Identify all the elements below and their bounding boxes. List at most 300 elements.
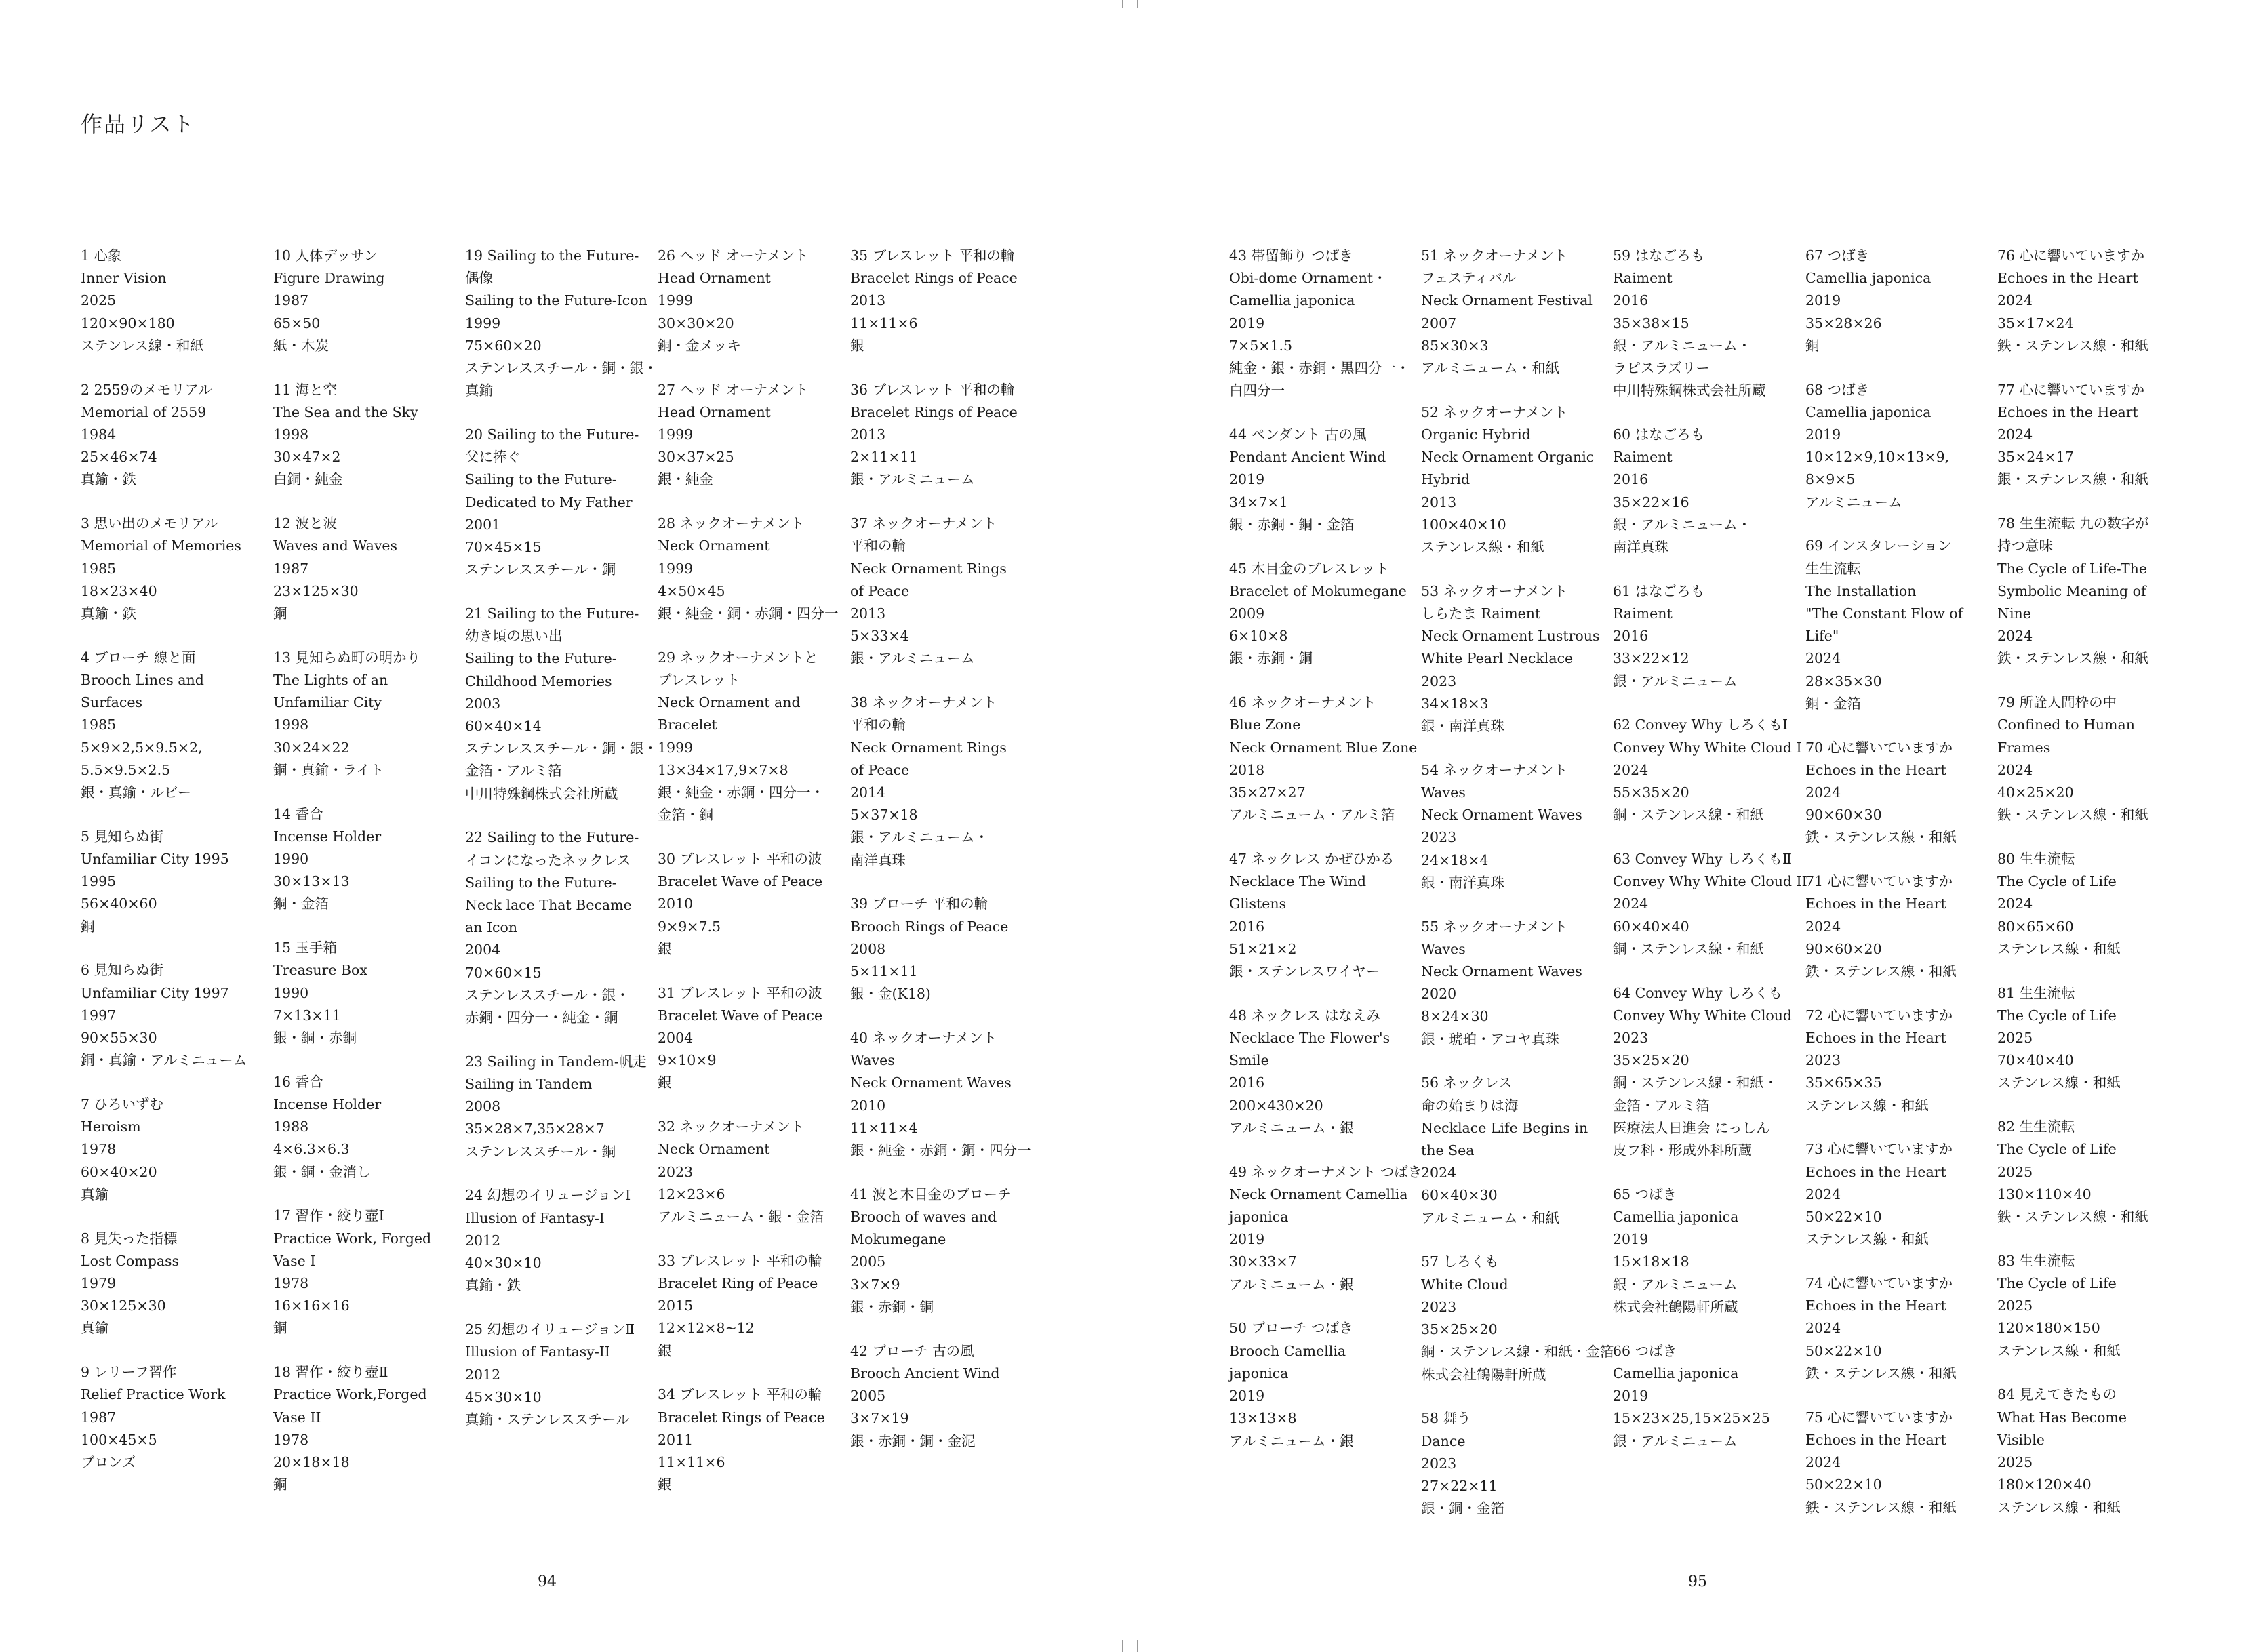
work-detail: 2024 xyxy=(1805,1454,1841,1471)
work-detail: 銀・アルミニューム xyxy=(1613,1432,1738,1449)
work-detail: 2024 xyxy=(1805,1186,1841,1203)
work-detail: 13×13×8 xyxy=(1229,1410,1297,1427)
work-detail: 銀・赤銅・銅・金箔 xyxy=(1229,516,1355,533)
work-detail: 70×45×15 xyxy=(465,539,542,556)
work-entry xyxy=(1805,870,1988,983)
work-detail: 2019 xyxy=(1229,471,1265,488)
work-detail: Raiment xyxy=(1613,605,1673,622)
works-column xyxy=(1613,245,1807,1474)
work-detail: 2019 xyxy=(1805,426,1841,443)
work-detail: 35×28×7,35×28×7 xyxy=(465,1121,605,1137)
work-detail: 真鍮・鉄 xyxy=(81,605,136,622)
work-detail: 銅・真鍮・アルミニューム xyxy=(81,1052,247,1069)
work-detail: 35×28×26 xyxy=(1805,315,1882,331)
work-entry xyxy=(1805,379,1988,514)
work-detail: The Cycle of Life xyxy=(1997,1007,2117,1024)
work-detail: 2025 xyxy=(81,292,117,309)
work-detail: 銅・金メッキ xyxy=(658,337,741,354)
work-entry xyxy=(1421,401,1604,559)
work-detail: Bracelet Wave of Peace xyxy=(658,1007,823,1024)
work-detail: 銀・アルミニューム・ xyxy=(850,829,989,846)
work-detail: Neck Ornament Waves xyxy=(1421,807,1582,824)
work-detail: 11×11×6 xyxy=(850,315,918,331)
work-detail: 2024 xyxy=(1805,1320,1841,1337)
work-detail: 30×24×22 xyxy=(273,739,350,756)
work-title: 49 ネックオーナメント つばき xyxy=(1229,1163,1422,1180)
work-title: 61 はなごろも xyxy=(1613,582,1705,599)
work-detail: Neck Ornament xyxy=(658,1141,770,1158)
work-detail: 鉄・ステンレス線・和紙 xyxy=(1997,337,2148,354)
work-detail: Neck Ornament Festival xyxy=(1421,292,1593,309)
work-detail: 銀・南洋真珠 xyxy=(1421,718,1504,735)
work-title: 7 ひろいずむ xyxy=(81,1096,164,1113)
work-detail: 銀・銅・金消し xyxy=(273,1163,371,1180)
work-detail: of Peace xyxy=(850,761,910,778)
work-detail: 2010 xyxy=(658,895,694,912)
work-detail: Frames xyxy=(1997,739,2051,756)
works-column xyxy=(1805,245,1988,1540)
work-detail: 生生流転 xyxy=(1805,560,1861,577)
work-detail: Incense Holder xyxy=(273,828,382,845)
work-detail: 9×9×7.5 xyxy=(658,918,721,935)
work-detail: 2023 xyxy=(658,1163,694,1180)
work-detail: ステンレス線・和紙 xyxy=(1805,1231,1929,1248)
work-title: 9 レリーフ習作 xyxy=(81,1364,177,1381)
work-detail: Confined to Human xyxy=(1997,717,2135,733)
work-detail: 1987 xyxy=(273,560,309,577)
work-entry xyxy=(1805,245,1988,357)
work-detail: ステンレス線・和紙 xyxy=(81,337,204,354)
work-detail: Hybrid xyxy=(1421,471,1470,488)
work-detail: 50×22×10 xyxy=(1805,1476,1882,1493)
work-detail: 銀・純金・赤銅・四分一・ xyxy=(658,784,824,801)
work-detail: 銅・真鍮・ライト xyxy=(273,761,384,778)
work-detail: 50×22×10 xyxy=(1805,1342,1882,1359)
work-detail: 2023 xyxy=(1613,1030,1649,1047)
work-detail: 2001 xyxy=(465,516,501,533)
work-detail: ステンレススチール・銅 xyxy=(465,1143,616,1160)
work-detail: 15×18×18 xyxy=(1613,1253,1689,1270)
work-detail: Surfaces xyxy=(81,694,142,711)
work-detail: 60×40×20 xyxy=(81,1163,157,1180)
crop-mark-top-right xyxy=(1137,0,1138,8)
work-detail: 銅・ステンレス線・和紙 xyxy=(1613,807,1764,824)
work-detail: 90×55×30 xyxy=(81,1030,157,1047)
page-number: 94 xyxy=(538,1573,557,1590)
work-detail: 1978 xyxy=(273,1275,309,1292)
work-detail: 30×33×7 xyxy=(1229,1253,1297,1270)
work-entry xyxy=(1229,1161,1422,1296)
crop-mark-bottom-right xyxy=(1137,1640,1138,1652)
work-detail: Smile xyxy=(1229,1052,1269,1069)
work-entry xyxy=(1421,580,1604,738)
work-detail: Echoes in the Heart xyxy=(1805,1030,1946,1047)
work-detail: 30×125×30 xyxy=(81,1297,166,1314)
work-detail: Lost Compass xyxy=(81,1252,180,1269)
work-detail: 銅 xyxy=(273,1320,287,1337)
work-entry xyxy=(465,1184,648,1297)
work-detail: 16×16×16 xyxy=(273,1297,350,1314)
work-detail: Sailing to the Future-Icon xyxy=(465,292,647,309)
work-entry xyxy=(1997,848,2180,961)
work-entry xyxy=(850,1027,1033,1162)
work-detail: 鉄・ステンレス線・和紙 xyxy=(1997,1209,2148,1226)
work-detail: Camellia japonica xyxy=(1613,1365,1739,1382)
page-number: 95 xyxy=(1688,1573,1707,1590)
work-entry xyxy=(1229,691,1418,826)
work-title: 40 ネックオーナメント xyxy=(850,1030,997,1047)
work-entry xyxy=(1997,1116,2180,1228)
works-column xyxy=(81,245,264,1495)
work-detail: Vase I xyxy=(273,1252,316,1269)
work-detail: Sailing to the Future- xyxy=(465,650,617,667)
work-detail: 銀 xyxy=(658,1476,672,1493)
work-title: 2 2559のメモリアル xyxy=(81,381,212,398)
work-entry xyxy=(465,603,658,805)
work-title: 73 心に響いていますか xyxy=(1805,1141,1953,1158)
work-detail: 真鍮 xyxy=(81,1186,108,1203)
work-title: 21 Sailing to the Future- xyxy=(465,605,639,622)
work-entry xyxy=(273,245,456,357)
work-detail: The Cycle of Life xyxy=(1997,873,2117,890)
work-detail: Convey Why White Cloud II xyxy=(1613,873,1807,890)
work-entry xyxy=(273,803,456,916)
work-detail: 銀・アルミニューム xyxy=(1613,1276,1738,1293)
work-detail: 35×27×27 xyxy=(1229,784,1306,801)
work-detail: Unfamiliar City 1997 xyxy=(81,984,229,1001)
work-detail: アルミニューム・銀 xyxy=(1229,1119,1354,1136)
work-detail: 12×12×8~12 xyxy=(658,1320,755,1337)
work-detail: Brooch Camellia xyxy=(1229,1342,1346,1359)
work-detail: 株式会社鶴陽軒所蔵 xyxy=(1421,1366,1546,1383)
work-detail: ブレスレット xyxy=(658,672,740,689)
work-detail: Convey Why White Cloud I xyxy=(1613,739,1802,756)
work-detail: Vase II xyxy=(273,1409,321,1426)
work-detail: 35×25×20 xyxy=(1421,1321,1498,1338)
work-detail: ステンレス線・和紙 xyxy=(1997,1342,2121,1359)
work-detail: Sailing in Tandem xyxy=(465,1076,593,1093)
work-detail: 1998 xyxy=(273,426,309,443)
work-detail: Relief Practice Work xyxy=(81,1386,226,1403)
work-detail: 35×65×35 xyxy=(1805,1074,1882,1091)
work-entry xyxy=(1613,714,1802,826)
work-detail: 100×40×10 xyxy=(1421,516,1506,533)
work-entry xyxy=(1229,1005,1412,1140)
work-detail: 80×65×60 xyxy=(1997,918,2074,935)
work-detail: Treasure Box xyxy=(273,962,367,979)
work-title: 54 ネックオーナメント xyxy=(1421,761,1568,778)
work-detail: 白銅・純金 xyxy=(273,471,343,488)
work-detail: アルミニューム xyxy=(1805,493,1902,510)
work-title: 18 習作・絞り壺Ⅱ xyxy=(273,1364,388,1381)
work-detail: Neck Ornament Waves xyxy=(850,1074,1012,1091)
work-detail: 銅 xyxy=(81,918,95,935)
work-title: 44 ペンダント 古の風 xyxy=(1229,426,1367,443)
work-title: 42 ブローチ 古の風 xyxy=(850,1342,974,1359)
work-detail: 鉄・ステンレス線・和紙 xyxy=(1805,829,1957,846)
work-detail: 1999 xyxy=(465,315,501,331)
work-title: 32 ネックオーナメント xyxy=(658,1119,805,1135)
work-detail: The Cycle of Life-The xyxy=(1997,560,2148,577)
work-detail: 銀・アルミニューム xyxy=(850,471,975,488)
work-detail: Echoes in the Heart xyxy=(1805,761,1946,778)
work-entry xyxy=(81,1361,264,1474)
work-detail: 銅 xyxy=(1805,337,1820,354)
work-detail: 5×33×4 xyxy=(850,628,909,645)
work-detail: 13×34×17,9×7×8 xyxy=(658,761,788,778)
work-detail: 60×40×14 xyxy=(465,718,542,735)
work-detail: 5×11×11 xyxy=(850,963,918,980)
work-title: 83 生生流転 xyxy=(1997,1252,2075,1269)
work-entry xyxy=(81,647,264,804)
work-detail: 8×9×5 xyxy=(1805,471,1856,488)
work-title: 52 ネックオーナメント xyxy=(1421,403,1568,420)
work-detail: 2008 xyxy=(465,1098,501,1115)
work-detail: 85×30×3 xyxy=(1421,337,1489,354)
work-detail: 鉄・ステンレス線・和紙 xyxy=(1997,807,2148,824)
work-title: 4 ブローチ 線と面 xyxy=(81,649,196,666)
work-detail: アルミニューム・和紙 xyxy=(1421,360,1560,377)
work-detail: 120×90×180 xyxy=(81,315,175,331)
work-detail: 15×23×25,15×25×25 xyxy=(1613,1410,1770,1427)
work-entry xyxy=(850,1184,1033,1318)
work-detail: Heroism xyxy=(81,1119,141,1135)
work-detail: Glistens xyxy=(1229,895,1287,912)
work-title: 66 つばき xyxy=(1613,1342,1677,1359)
work-title: 25 幻想のイリュージョンⅡ xyxy=(465,1321,635,1338)
work-detail: 7×13×11 xyxy=(273,1007,341,1024)
work-detail: 2024 xyxy=(1805,784,1841,801)
work-detail: Illusion of Fantasy-II xyxy=(465,1344,610,1361)
work-title: 63 Convey Why しろくもⅡ xyxy=(1613,851,1792,868)
work-detail: 2005 xyxy=(850,1388,886,1405)
work-detail: 35×38×15 xyxy=(1613,315,1689,331)
work-detail: アルミニューム・銀 xyxy=(1229,1432,1354,1449)
work-title: 31 ブレスレット 平和の波 xyxy=(658,984,822,1001)
work-detail: 50×22×10 xyxy=(1805,1209,1882,1226)
work-entry xyxy=(81,959,264,1072)
work-detail: Camellia japonica xyxy=(1805,403,1932,420)
work-title: 36 ブレスレット 平和の輪 xyxy=(850,381,1015,398)
work-detail: 2024 xyxy=(1613,895,1649,912)
work-entry xyxy=(658,1250,841,1363)
work-detail: イコンになったネックレス xyxy=(465,851,631,868)
work-detail: 南洋真珠 xyxy=(1613,539,1668,556)
work-detail: Waves xyxy=(850,1052,895,1069)
work-detail: 真鍮・鉄 xyxy=(81,471,136,488)
work-detail: 35×17×24 xyxy=(1997,315,2074,331)
work-title: 20 Sailing to the Future- xyxy=(465,426,639,443)
work-detail: 2019 xyxy=(1229,1231,1265,1248)
work-detail: The Installation xyxy=(1805,582,1917,599)
work-entry xyxy=(1613,1340,1796,1453)
work-detail: 銀 xyxy=(658,1342,672,1359)
works-column xyxy=(1997,245,2180,1540)
work-detail: Neck Ornament xyxy=(658,538,770,555)
work-detail: Camellia japonica xyxy=(1229,292,1355,309)
work-entry xyxy=(1613,424,1796,559)
work-entry xyxy=(1229,424,1412,536)
work-detail: Camellia japonica xyxy=(1805,270,1932,287)
work-entry xyxy=(1421,759,1604,894)
work-detail: 中川特殊鋼株式会社所蔵 xyxy=(465,785,618,802)
work-entry xyxy=(465,424,648,581)
work-detail: The Sea and the Sky xyxy=(273,403,418,420)
work-title: 5 見知らぬ街 xyxy=(81,828,164,845)
work-detail: Neck Ornament Organic xyxy=(1421,449,1595,466)
work-detail: Brooch of waves and xyxy=(850,1209,997,1226)
work-detail: Visible xyxy=(1997,1431,2045,1448)
work-entry xyxy=(658,1384,841,1496)
work-detail: 2008 xyxy=(850,940,886,957)
work-detail: 28×35×30 xyxy=(1805,672,1882,689)
work-entry xyxy=(658,848,841,961)
work-detail: 2009 xyxy=(1229,605,1265,622)
work-detail: Bracelet Rings of Peace xyxy=(850,270,1018,287)
work-detail: 18×23×40 xyxy=(81,582,157,599)
work-detail: Dedicated to My Father xyxy=(465,493,633,510)
work-entry xyxy=(1421,916,1604,1051)
work-title: 37 ネックオーナメント xyxy=(850,515,997,532)
work-detail: Sailing to the Future- xyxy=(465,471,617,488)
work-detail: 銀・銅・金箔 xyxy=(1421,1500,1504,1517)
work-detail: 銅・ステンレス線・和紙・ xyxy=(1613,1074,1778,1091)
work-detail: 持つ意味 xyxy=(1997,538,2053,555)
work-detail: 35×24×17 xyxy=(1997,449,2074,466)
work-detail: 35×25×20 xyxy=(1613,1052,1689,1069)
work-detail: 銅・ステンレス線・和紙・金箔 xyxy=(1421,1344,1614,1361)
work-detail: 2004 xyxy=(465,942,501,959)
work-entry xyxy=(1805,737,1988,849)
work-entry xyxy=(658,245,841,357)
work-title: 60 はなごろも xyxy=(1613,426,1705,443)
work-title: 14 香合 xyxy=(273,805,323,822)
work-detail: 2007 xyxy=(1421,315,1457,331)
work-detail: 2016 xyxy=(1229,918,1265,935)
work-detail: 銀 xyxy=(850,337,864,354)
work-detail: 51×21×2 xyxy=(1229,940,1297,957)
work-detail: japonica xyxy=(1229,1365,1289,1382)
work-entry xyxy=(850,379,1033,491)
work-detail: 8×24×30 xyxy=(1421,1008,1489,1025)
work-title: 43 帯留飾り つばき xyxy=(1229,247,1353,264)
work-entry xyxy=(1805,1407,1988,1519)
work-detail: Childhood Memories xyxy=(465,672,612,689)
work-detail: 命の始まりは海 xyxy=(1421,1097,1519,1114)
work-detail: 銀・アルミニューム・ xyxy=(1613,516,1752,533)
work-detail: "The Constant Flow of xyxy=(1805,605,1963,622)
work-detail: 6×10×8 xyxy=(1229,628,1288,645)
work-detail: The Lights of an xyxy=(273,672,388,689)
work-detail: ラピスラズリー xyxy=(1613,360,1710,377)
work-detail: Neck Ornament Rings xyxy=(850,560,1007,577)
work-detail: 銀・真鍮・ルビー xyxy=(81,784,192,801)
work-detail: 2016 xyxy=(1613,471,1649,488)
work-detail: Neck Ornament Camellia xyxy=(1229,1186,1408,1203)
work-detail: ブロンズ xyxy=(81,1454,136,1471)
work-detail: 1999 xyxy=(658,292,694,309)
work-detail: 株式会社鶴陽軒所蔵 xyxy=(1613,1298,1738,1315)
work-entry xyxy=(1421,1407,1604,1520)
work-detail: Organic Hybrid xyxy=(1421,426,1531,443)
work-detail: 金箔・銅 xyxy=(658,807,713,824)
work-detail: 鉄・ステンレス線・和紙 xyxy=(1805,963,1957,980)
work-entry xyxy=(658,982,841,1095)
work-detail: Head Ornament xyxy=(658,270,771,287)
work-detail: アルミニューム・和紙 xyxy=(1421,1209,1560,1226)
work-detail: 平和の輪 xyxy=(850,538,906,555)
work-title: 34 ブレスレット 平和の輪 xyxy=(658,1386,822,1403)
work-detail: 鉄・ステンレス線・和紙 xyxy=(1997,650,2148,667)
work-detail: 皮フ科・形成外科所蔵 xyxy=(1613,1142,1752,1159)
work-detail: Unfamiliar City 1995 xyxy=(81,851,229,868)
work-detail: ステンレススチール・銅・銀・ xyxy=(465,360,658,377)
work-detail: ステンレス線・和紙 xyxy=(1421,539,1544,556)
work-detail: 2020 xyxy=(1421,986,1457,1003)
work-detail: 90×60×20 xyxy=(1805,940,1882,957)
work-detail: 75×60×20 xyxy=(465,337,542,354)
work-entry xyxy=(81,512,264,625)
work-detail: 100×45×5 xyxy=(81,1431,157,1448)
work-entry xyxy=(273,1071,456,1184)
work-title: 19 Sailing to the Future- xyxy=(465,247,639,264)
work-detail: 中川特殊鋼株式会社所蔵 xyxy=(1613,382,1766,399)
work-title: 27 ヘッド オーナメント xyxy=(658,381,809,398)
work-detail: 2024 xyxy=(1997,292,2033,309)
work-entry xyxy=(465,826,648,1029)
work-detail: 2003 xyxy=(465,695,501,712)
work-detail: Obi-dome Ornament・ xyxy=(1229,270,1387,287)
work-detail: 1999 xyxy=(658,739,694,756)
work-entry xyxy=(81,379,264,491)
work-detail: 40×25×20 xyxy=(1997,784,2074,801)
work-title: 46 ネックオーナメント xyxy=(1229,694,1376,711)
work-detail: 34×7×1 xyxy=(1229,493,1288,510)
work-detail: 2013 xyxy=(850,605,886,622)
work-entry xyxy=(273,512,456,625)
work-title: 48 ネックレス はなえみ xyxy=(1229,1007,1381,1024)
works-column xyxy=(273,245,456,1518)
work-detail: 1990 xyxy=(273,851,309,868)
work-detail: フェスティバル xyxy=(1421,270,1517,287)
work-detail: 90×60×30 xyxy=(1805,807,1882,824)
work-title: 38 ネックオーナメント xyxy=(850,694,997,711)
work-title: 72 心に響いていますか xyxy=(1805,1007,1953,1024)
work-entry xyxy=(1229,1317,1412,1452)
work-detail: White Cloud xyxy=(1421,1276,1508,1293)
work-detail: 1987 xyxy=(273,292,309,309)
work-detail: Brooch Ancient Wind xyxy=(850,1365,1000,1382)
work-detail: 銀・金(K18) xyxy=(850,986,931,1003)
work-detail: The Cycle of Life xyxy=(1997,1141,2117,1158)
work-detail: 純金・銀・赤銅・黒四分一・ xyxy=(1229,360,1410,377)
work-detail: 1979 xyxy=(81,1275,117,1292)
work-detail: 2019 xyxy=(1805,292,1841,309)
work-detail: Bracelet of Mokumegane xyxy=(1229,582,1407,599)
work-detail: The Cycle of Life xyxy=(1997,1275,2117,1292)
work-detail: 1999 xyxy=(658,426,694,443)
work-entry xyxy=(850,691,1033,872)
work-detail: Bracelet Rings of Peace xyxy=(850,403,1018,420)
work-detail: Raiment xyxy=(1613,449,1673,466)
work-entry xyxy=(81,1093,264,1206)
work-title: 77 心に響いていますか xyxy=(1997,381,2145,398)
work-title: 50 ブローチ つばき xyxy=(1229,1320,1353,1337)
work-title: 82 生生流転 xyxy=(1997,1119,2075,1135)
work-entry xyxy=(1997,245,2180,357)
work-detail: 2012 xyxy=(465,1366,501,1383)
work-title: 22 Sailing to the Future- xyxy=(465,829,639,846)
